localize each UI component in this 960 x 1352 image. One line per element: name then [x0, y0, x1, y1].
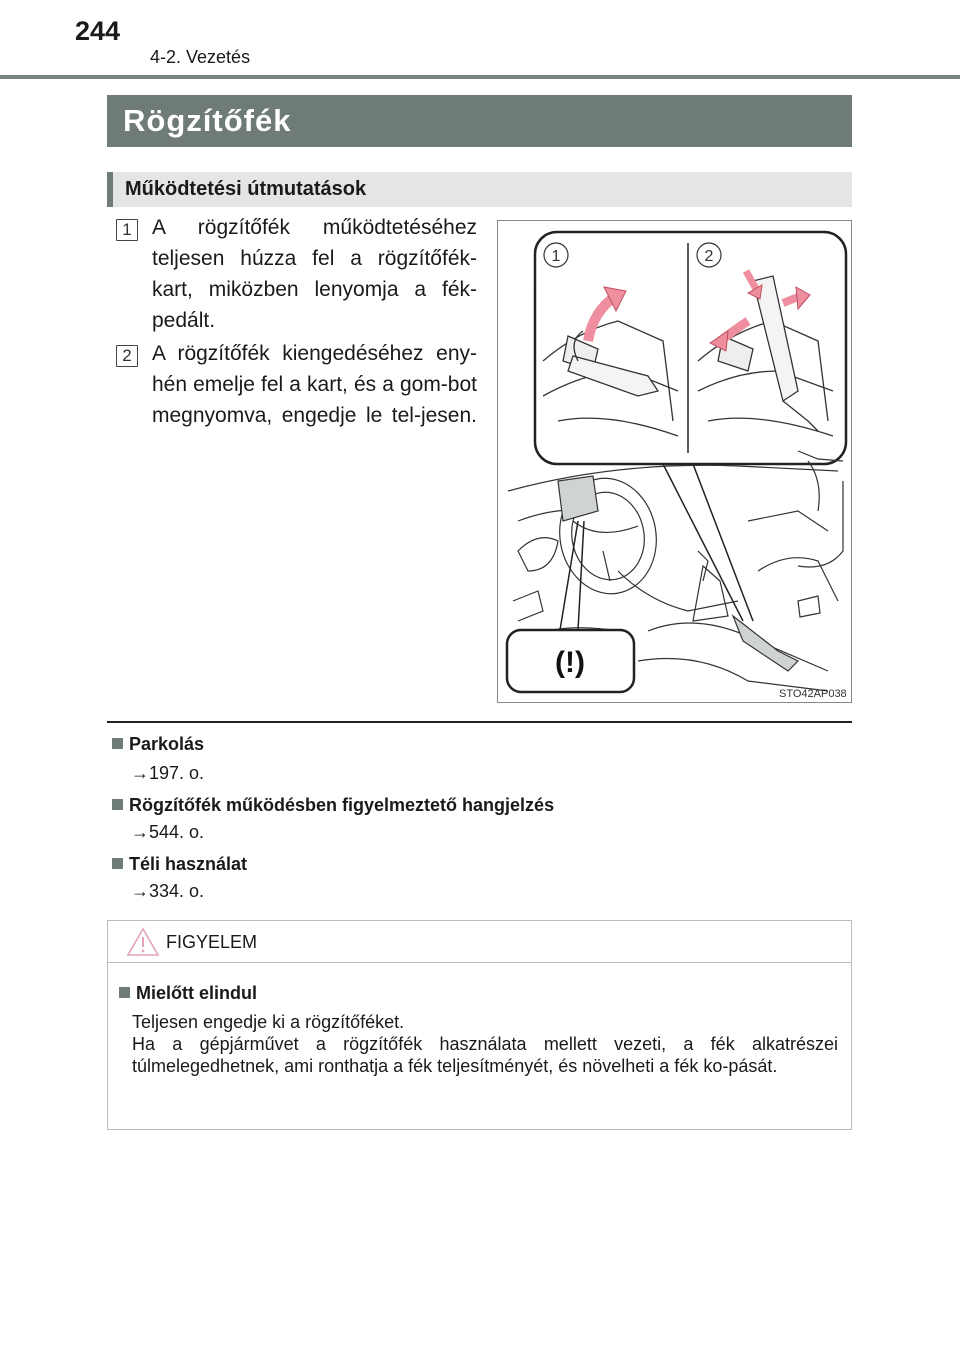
note-title: Rögzítőfék működésben figyelmeztető hangjelzés [129, 795, 555, 815]
callout-2: 2 [704, 248, 714, 265]
header-rule [0, 75, 960, 79]
step-number-2: 2 [116, 345, 138, 367]
bullet-square-icon [112, 858, 123, 869]
step-number-1: 1 [116, 219, 138, 241]
figure-code: STO42AP038 [779, 688, 847, 700]
section-title-bar [107, 95, 852, 147]
page-number: 244 [75, 16, 121, 46]
warning-header-rule [108, 962, 851, 963]
warning-paragraph: Ha a gépjárművet a rögzítőfék használata mellett vezeti, a fék alkatrészei túlmelegedhetnek, ami ronthatja a fék teljesítményét, és növelheti a fék ko-pását. [132, 1034, 838, 1076]
warning-label: FIGYELEM [166, 932, 258, 952]
note-title: Téli használat [129, 854, 248, 874]
warning-box [107, 920, 852, 1130]
warning-paragraph: Teljesen engedje ki a rögzítőféket. [132, 1012, 405, 1032]
page-title: Rögzítőfék [123, 103, 292, 138]
warning-subheading-row [119, 983, 257, 1004]
brake-warning-symbol: (!) [555, 646, 585, 679]
note-item-winter [112, 854, 247, 875]
subsection-title: Működtetési útmutatások [125, 178, 367, 200]
bullet-square-icon [112, 738, 123, 749]
parking-brake-illustration [497, 220, 852, 703]
warning-subheading: Mielőtt elindul [136, 983, 257, 1003]
step-text-1: A rögzítőfék működtetéséhez teljesen húzza fel a rögzítőfék-kart, miközben lenyomja a fék-pedált. [152, 216, 477, 332]
bullet-square-icon [119, 987, 130, 998]
note-item-warning-buzzer [112, 795, 554, 816]
warning-body [132, 1011, 838, 1077]
car-interior-drawing [498, 221, 851, 702]
note-item-parking [112, 734, 204, 755]
chapter-title: 4-2. Vezetés [150, 47, 251, 67]
subsection-bar [107, 172, 852, 207]
note-ref[interactable]: →334. o. [131, 881, 205, 901]
step-text-2: A rögzítőfék kiengedéséhez eny-hén emelje fel a kart, és a gom-bot megnyomva, engedje le tel-jesen. [152, 342, 477, 427]
note-ref[interactable]: →544. o. [131, 822, 205, 842]
note-ref[interactable]: →197. o. [131, 763, 205, 783]
bullet-square-icon [112, 799, 123, 810]
section-divider [107, 721, 852, 723]
warning-triangle-icon [126, 927, 160, 957]
callout-1: 1 [551, 248, 561, 265]
note-title: Parkolás [129, 734, 205, 754]
